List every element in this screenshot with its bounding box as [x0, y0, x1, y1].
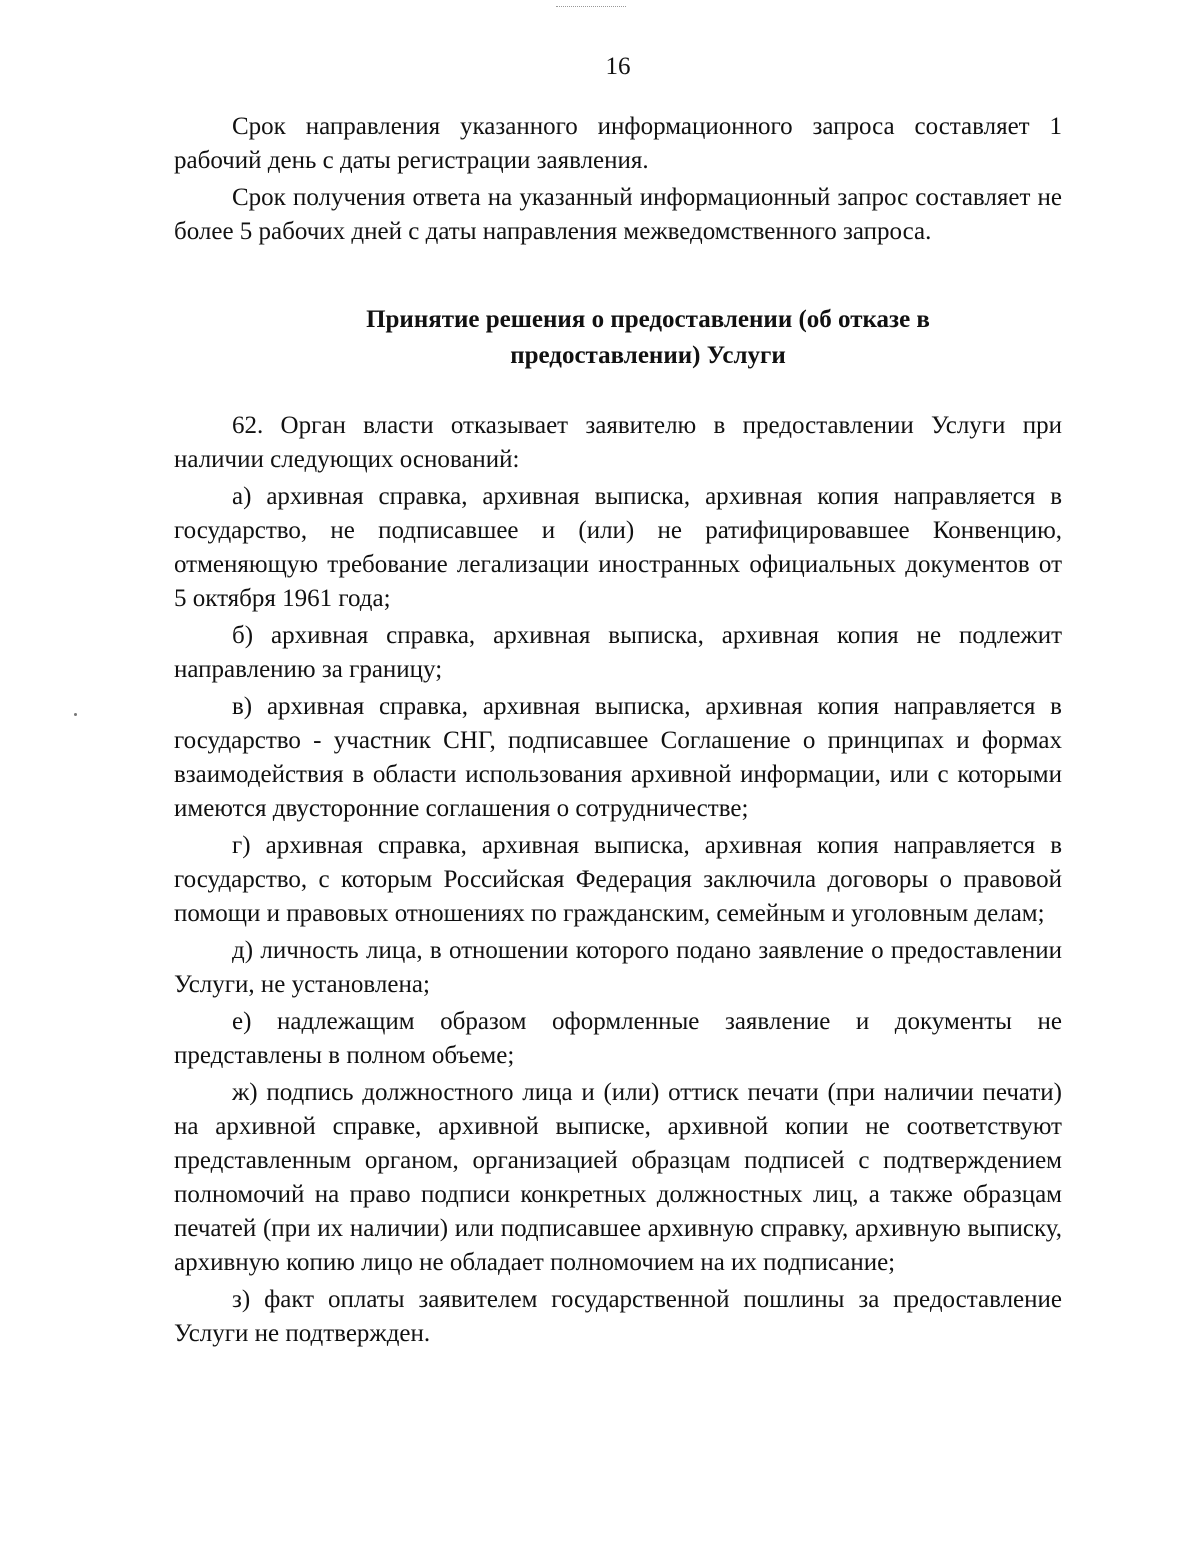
paragraph: Срок направления указанного информационного запроса составляет 1 рабочий день с даты регистрации заявления. — [174, 113, 1062, 174]
list-item: а) архивная справка, архивная выписка, архивная копия направляется в государство, не подписавшее и (или) не ратифицировавшее Конвенцию, отменяющую требование легализации иностранных официальных документов от 5 октября 1961 года; — [174, 483, 1062, 612]
paragraph: 62. Орган власти отказывает заявителю в предоставлении Услуги при наличии следующих оснований: — [174, 412, 1062, 473]
list-item: з) факт оплаты заявителем государственной пошлины за предоставление Услуги не подтвержден. — [174, 1286, 1062, 1347]
list-item: д) личность лица, в отношении которого подано заявление о предоставлении Услуги, не установлена; — [174, 937, 1062, 998]
list-item: б) архивная справка, архивная выписка, архивная копия не подлежит направлению за границу; — [174, 622, 1062, 683]
scan-artifact — [556, 6, 626, 9]
section-heading-line: предоставлении) Услуги — [510, 342, 786, 369]
page-number: 16 — [605, 53, 631, 80]
document-body — [174, 110, 1062, 1354]
section-heading-line: Принятие решения о предоставлении (об отказе в — [366, 306, 930, 333]
section-heading — [174, 302, 1062, 374]
list-item: ж) подпись должностного лица и (или) оттиск печати (при наличии печати) на архивной справке, архивной выписке, архивной копии не соответствуют представленным органом, организацией образцам подписей с подтверждением полномочий на право подписи конкретных должностных лиц, а также образцам печатей (при их наличии) или подписавшее архивную справку, архивную выписку, архивную копию лицо не обладает полномочием на их подписание; — [174, 1079, 1062, 1276]
list-item: г) архивная справка, архивная выписка, архивная копия направляется в государство, с которым Российская Федерация заключила договоры о правовой помощи и правовых отношениях по гражданским, семейным и уголовным делам; — [174, 832, 1062, 927]
scan-artifact — [74, 713, 77, 716]
paragraph: Срок получения ответа на указанный информационный запрос составляет не более 5 рабочих дней с даты направления межведомственного запроса. — [174, 184, 1062, 245]
list-item: е) надлежащим образом оформленные заявление и документы не представлены в полном объеме; — [174, 1008, 1062, 1069]
list-item: в) архивная справка, архивная выписка, архивная копия направляется в государство - участник СНГ, подписавшее Соглашение о принципах и формах взаимодействия в области использования архивной информации, или с которыми имеются двусторонние соглашения о сотрудничестве; — [174, 693, 1062, 822]
